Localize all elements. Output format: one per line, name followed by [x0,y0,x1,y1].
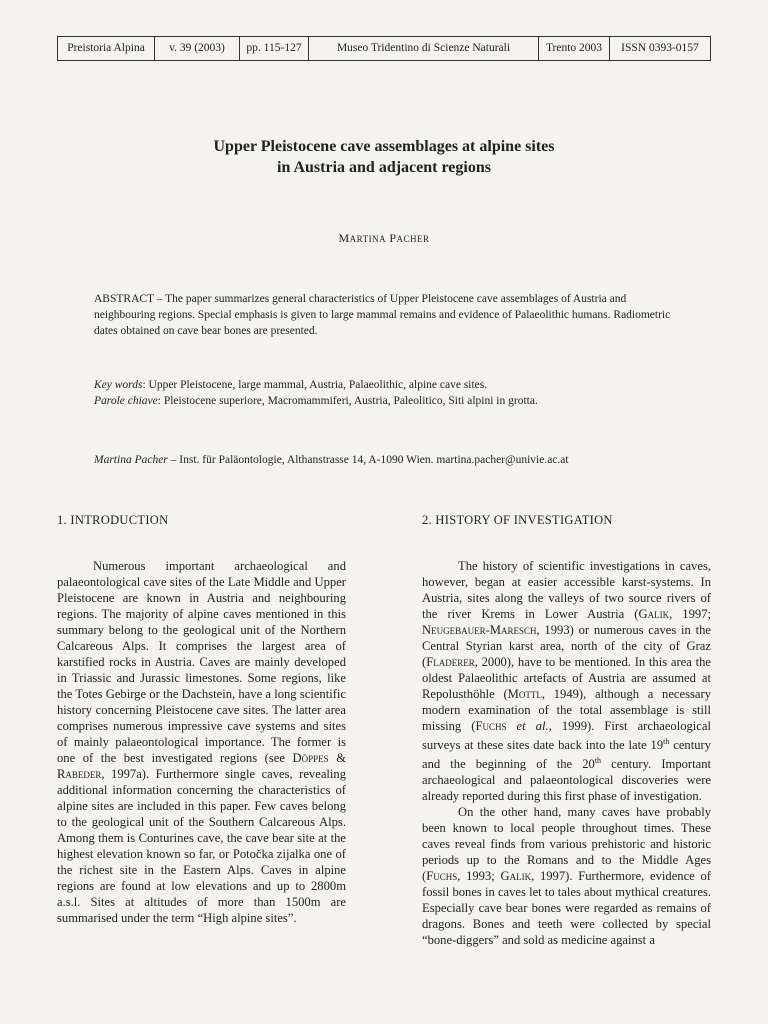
journal-place-year: Trento 2003 [539,37,610,61]
column-left [57,512,346,926]
section-heading-introduction: 1. INTRODUCTION [57,513,169,527]
history-paragraph-1: The history of scientific investigations in caves, however, began at easier accessible karst-systems. In Austria, sites along the valleys of two source rivers of the river Krems in Lower Austria (Galik, 1997; Neugebauer-Maresch, 1993) or numerous caves in the Central Styrian karst area, north of the city of Graz (Fladerer, 2000), have to be mentioned. In this area the oldest Palaeolithic artefacts of Austria are assumed at Repolusthöhle (Mottl, 1949), although a necessary modern examination of the total assemblage is still missing (Fuchs et al., 1999). First archaeological surveys at these sites date back into the late 19th century and the beginning of the 20th century. Important archaeological and palaeontological discoveries were already reported during this first phase of investigation. [422,559,711,804]
history-paragraph-2: On the other hand, many caves have probably been known to local people throughout times. These caves reveal finds from various prehistoric and historic periods up to the Romans and to the Middle Ages (Fuchs, 1993; Galik, 1997). Furthermore, evidence of fossil bones in caves let to tales about mythical creatures. Especially cave bear bones were regarded as remains of dragons. Bones and teeth were collected by special “bone-diggers” and sold as medicine against a [422,805,711,948]
journal-pages: pp. 115-127 [240,37,309,61]
keywords-block [94,377,694,409]
journal-volume: v. 39 (2003) [155,37,240,61]
journal-issn: ISSN 0393-0157 [610,37,711,61]
author-affiliation: Martina Pacher – Inst. für Paläontologie, Althanstrasse 14, A-1090 Wien. martina.pacher@univie.ac.at [94,454,569,466]
journal-header [57,36,711,61]
keywords-en: Key words: Upper Pleistocene, large mammal, Austria, Palaeolithic, alpine cave sites. [94,379,488,391]
journal-name: Preistoria Alpina [58,37,155,61]
column-right [422,512,711,948]
journal-publisher: Museo Tridentino di Scienze Naturali [309,37,539,61]
keywords-it: Parole chiave: Pleistocene superiore, Macromammiferi, Austria, Paleolitico, Siti alpini in grotta. [94,395,538,407]
introduction-paragraph: Numerous important archaeological and palaeontological cave sites of the Late Middle and Upper Pleistocene are known in Austria and neighbouring regions. The majority of alpine caves mentioned in this summary belong to the geological unit of the Northern Calcareous Alps. It comprises the largest area of karstified rocks in Austria. Caves are mainly developed in Triassic and Jurassic limestones. Some regions, like the Totes Gebirge or the Dachstein, have a long scientific history concerning Pleistocene cave sites. The latter area comprises numerous impressive cave systems and sites of mainly palaeontological importance. The former is one of the best investigated regions (see Döppes & Rabeder, 1997a). Furthermore single caves, revealing additional information concerning the characteristics of alpine sites are included in this paper. Few caves belong to the geological unit of the Southern Calcareous Alps. Among them is Conturines cave, the cave bear site at the highest elevation known so far, or Potočka zijalka one of the richest site in the Eastern Alps. Caves in alpine regions are found at low elevations and up to 2800m a.s.l. Sites at altitudes of more than 1500m are summarised under the term “High alpine sites”. [57,559,346,925]
section-heading-history: 2. HISTORY OF INVESTIGATION [422,513,613,527]
author-name: MARTINA PACHER [338,231,430,245]
abstract: ABSTRACT – The paper summarizes general characteristics of Upper Pleistocene cave assemblages of Austria and neighbouring regions. Special emphasis is given to large mammal remains and evidence of Palaeolithic humans. Radiometric dates obtained on cave bear bones are presented. [94,293,671,337]
title-line-1: Upper Pleistocene cave assemblages at alpine sites [213,138,555,155]
paper-title [0,136,768,178]
title-line-2: in Austria and adjacent regions [277,159,491,176]
